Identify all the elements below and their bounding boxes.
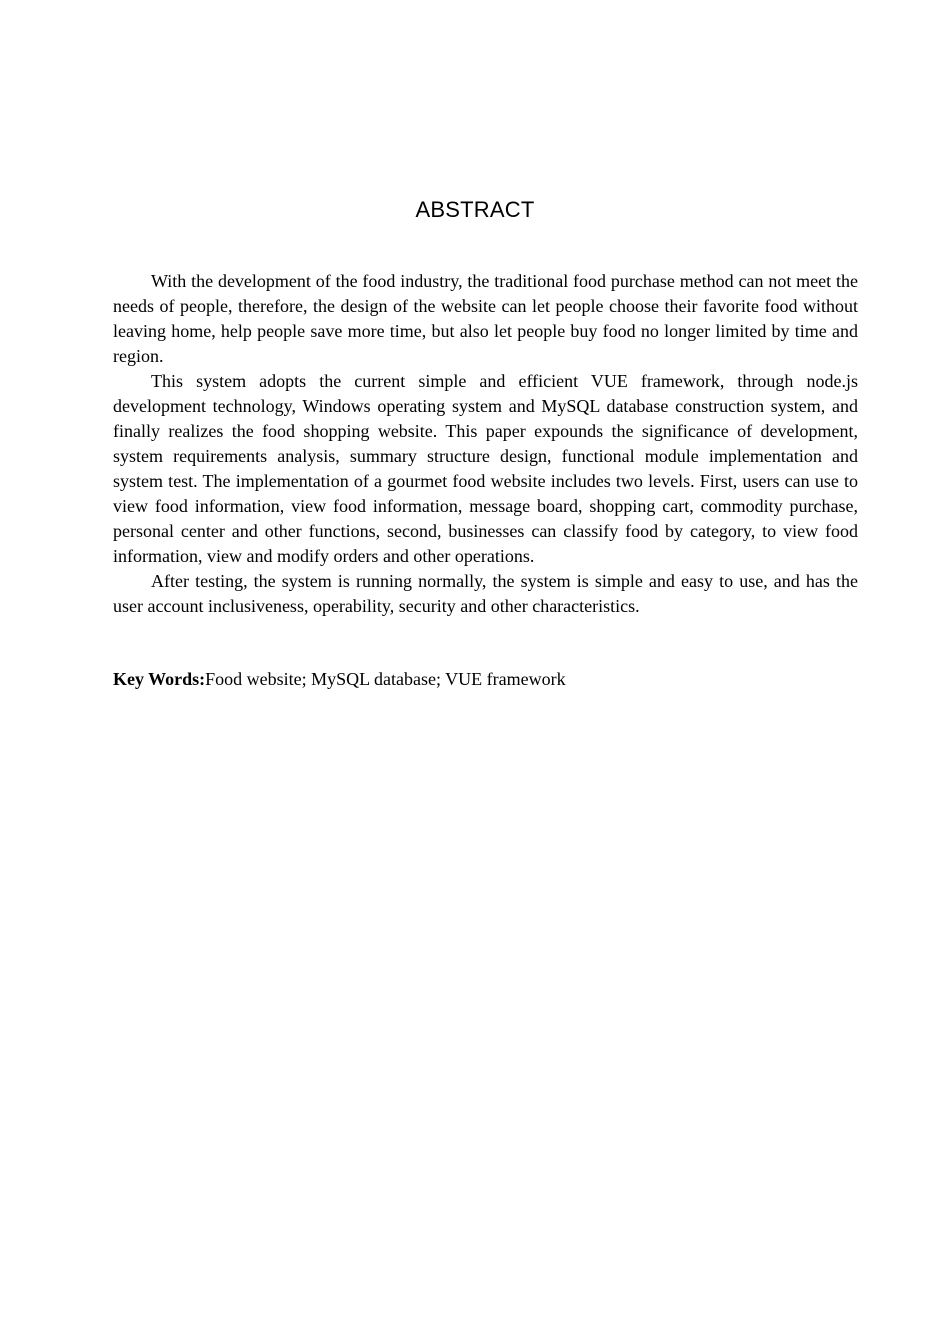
abstract-heading: ABSTRACT <box>415 197 535 222</box>
keywords-label: Key Words: <box>113 669 206 689</box>
abstract-paragraph-3: After testing, the system is running normally, the system is simple and easy to use, and has the user account inclusiveness, operability, security and other characteristics. <box>113 571 858 616</box>
abstract-body <box>113 269 858 619</box>
abstract-paragraph-2: This system adopts the current simple and efficient VUE framework, through node.js development technology, Windows operating system and MySQL database construction system, and finally realizes the food shopping website. This paper expounds the significance of development, system requirements analysis, summary structure design, functional module implementation and system test. The implementation of a gourmet food website includes two levels. First, users can use to view food information, view food information, message board, shopping cart, commodity purchase, personal center and other functions, second, businesses can classify food by category, to view food information, view and modify orders and other operations. <box>113 371 858 566</box>
keywords-value: Food website; MySQL database; VUE framework <box>205 669 566 689</box>
keywords-line <box>113 667 858 692</box>
abstract-paragraph-1: With the development of the food industry, the traditional food purchase method can not meet the needs of people, therefore, the design of the website can let people choose their favorite food without leaving home, help people save more time, but also let people buy food no longer limited by time and region. <box>113 271 858 366</box>
